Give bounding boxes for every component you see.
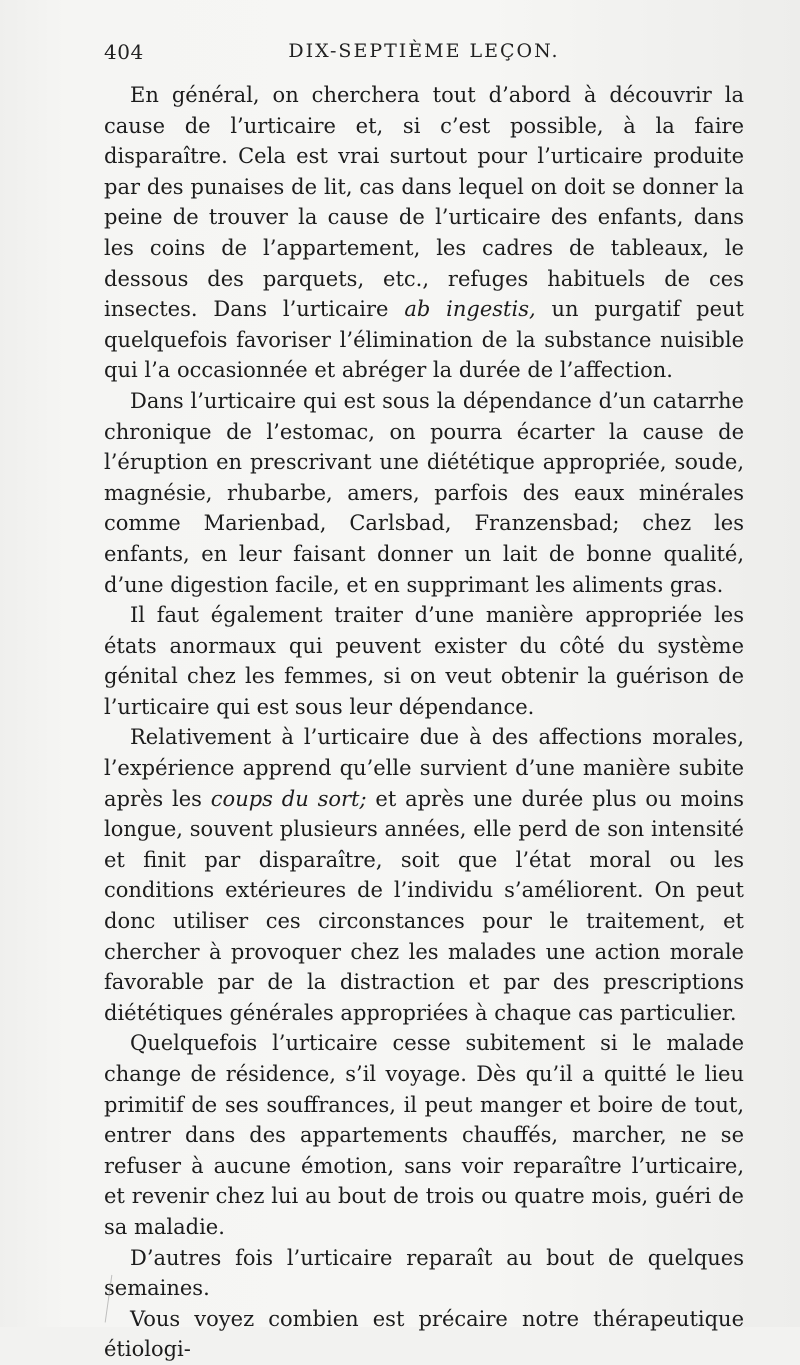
paragraph-text: Relativement à l’urticaire due à des affections morales, l’expérience apprend qu’elle survient d’une manière subite après les bbox=[104, 725, 744, 811]
paragraph-text: et après une durée plus ou moins longue, souvent plusieurs années, elle perd de son intensité et finit par disparaître, soit que l’état moral ou les conditions extérieures de l’individu s’améliorent. On peut donc utiliser ces circonstances pour le traitement, et chercher à provoquer chez les malades une action morale favorable par de la distraction et par des prescriptions diététiques générales appropriées à chaque cas particulier. bbox=[104, 786, 744, 1025]
paragraph-text: En général, on cherchera tout d’abord à découvrir la cause de l’urticaire et, si c’est possible, à la faire disparaître. Cela est vrai surtout pour l’urticaire produite par des punaises de lit, cas dans lequel on doit se donner la peine de trouver la cause de l’urticaire des enfants, dans les coins de l’appartement, les cadres de tableaux, le dessous des parquets, etc., refuges habituels de ces insectes. Dans l’urticaire bbox=[104, 83, 744, 322]
paragraph: Il faut également traiter d’une manière appropriée les états anormaux qui peuvent exister du côté du système génital chez les femmes, si on veut obtenir la guérison de l’urticaire qui est sous leur dépendance. bbox=[104, 603, 744, 719]
paragraph: D’autres fois l’urticaire reparaît au bout de quelques semaines. bbox=[104, 1245, 744, 1301]
paragraph: Dans l’urticaire qui est sous la dépendance d’un catarrhe chronique de l’estomac, on pourra écarter la cause de l’éruption en prescrivant une diététique appropriée, soude, magnésie, rhubarbe, amers, parfois des eaux minérales comme Marienbad, Carlsbad, Franzensbad; chez les enfants, en leur faisant donner un lait de bonne qualité, d’une digestion facile, et en supprimant les aliments gras. bbox=[104, 388, 744, 597]
page-header bbox=[104, 40, 744, 70]
running-head: DIX-SEPTIÈME LEÇON. bbox=[288, 40, 560, 62]
paragraph: Quelquefois l’urticaire cesse subitement si le malade change de résidence, s’il voyage. Dès qu’il a quitté le lieu primitif de ses souffrances, il peut manger et boire de tout, entrer dans des appartements chauffés, marcher, ne se refuser à aucune émotion, sans voir reparaître l’urticaire, et revenir chez lui au bout de trois ou quatre mois, guéri de sa maladie. bbox=[104, 1031, 744, 1239]
body-text bbox=[104, 80, 744, 1365]
italic-phrase: coups du sort; bbox=[210, 786, 367, 811]
italic-latin-term: ab ingestis, bbox=[404, 297, 536, 322]
paragraph-text: un purgatif peut quelquefois favoriser l’élimination de la substance nuisible qui l’a occasionnée et abréger la durée de l’affection. bbox=[104, 297, 744, 383]
paragraph bbox=[104, 722, 744, 1028]
paragraph bbox=[104, 80, 744, 386]
paragraph: Vous voyez combien est précaire notre thérapeutique étiologi- bbox=[104, 1306, 744, 1362]
page-number: 404 bbox=[104, 40, 144, 64]
